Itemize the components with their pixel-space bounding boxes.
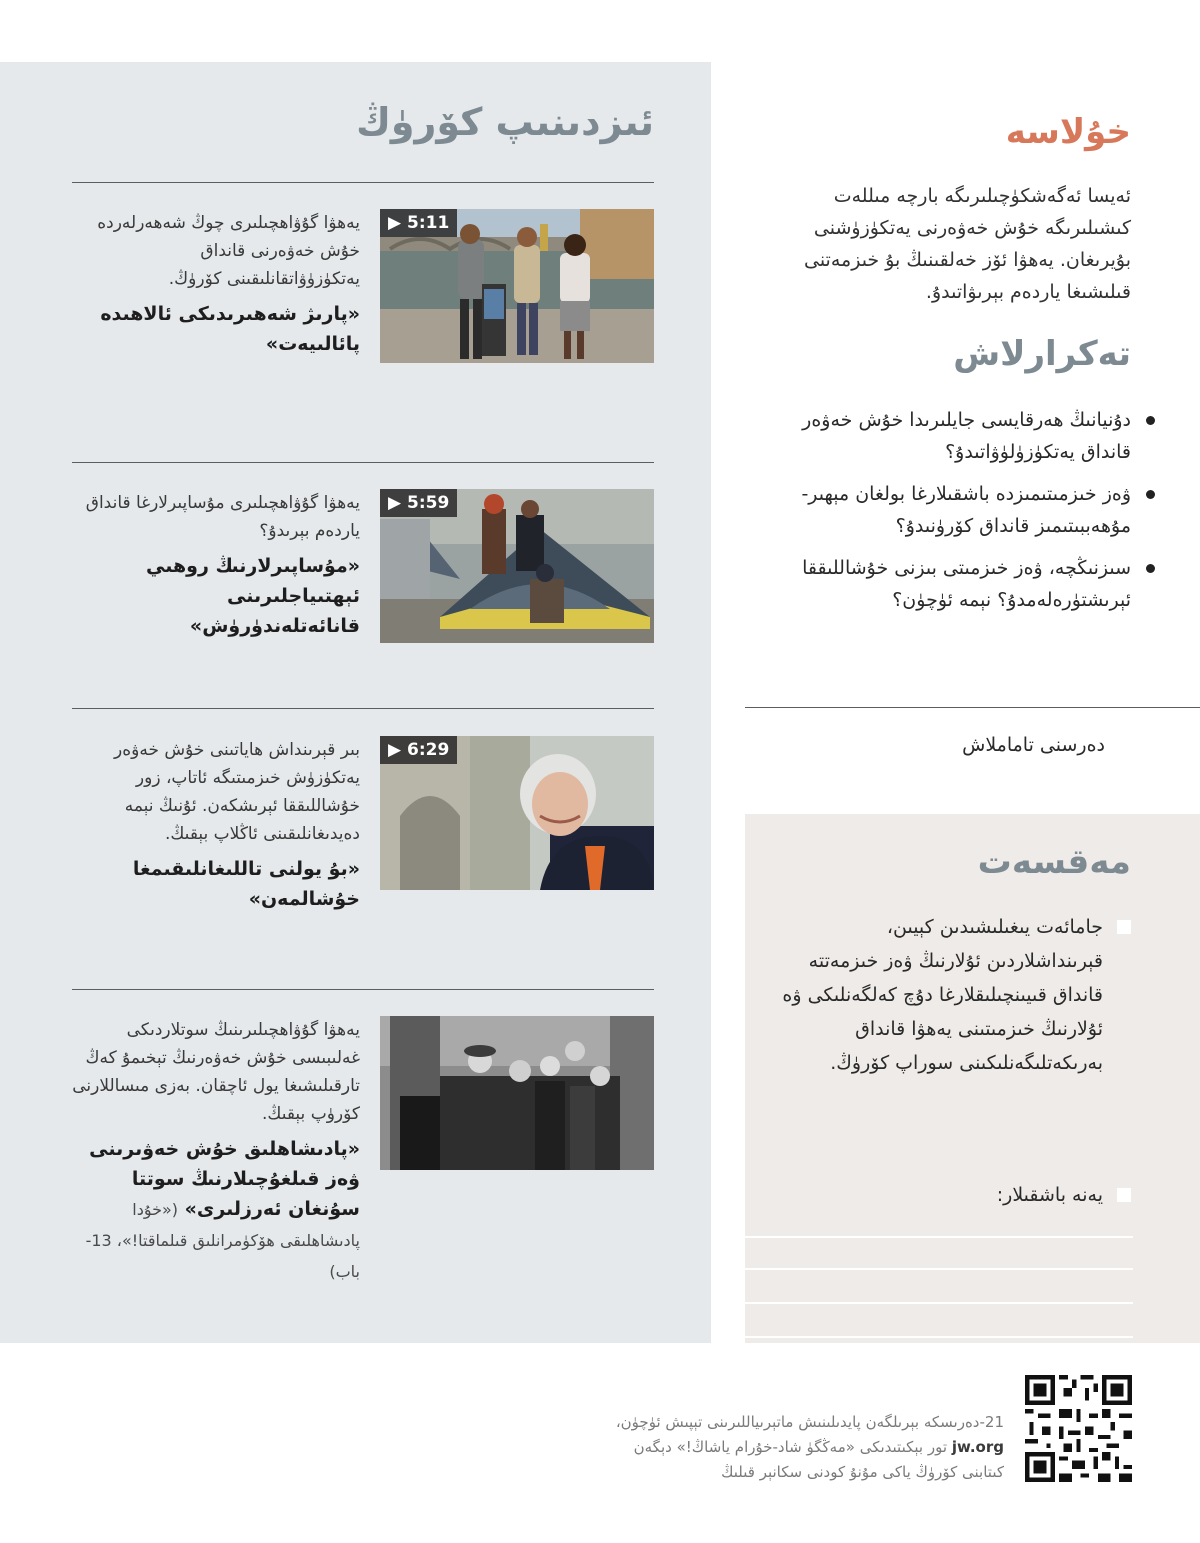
play-icon: ▶ [388,493,402,513]
video-duration: ▶ 6:29 [380,736,457,764]
footer-line: 21-دەرىسكە بېرىلگەن پايدىلىنىش ماتېرىياللىرىنى تېپىش ئۈچۈن، [615,1413,1004,1431]
video-row-3 [72,736,654,921]
checkbox[interactable] [1117,920,1131,934]
goals-title: مەقسەت [977,842,1131,882]
video-description: بىر قېرىنداش ھاياتىنى خۇش خەۋەر يەتكۈزۈش خىزمىتىگە ئاتاپ، زور خۇشاللىققا ئېرىشكەن. ئۇنىڭ نېمە دەيدىغانلىقىنى ئاڭلاپ بېقىڭ. [114,740,360,844]
footer-line: كىتابنى كۆرۈڭ ياكى مۇنۇ كودنى سكانېر قىلىڭ [721,1463,1004,1481]
video-duration: ▶ 5:11 [380,209,457,237]
goals-box [745,814,1200,1343]
video-row-2 [72,489,654,679]
video-thumbnail[interactable] [380,736,654,890]
qr-code[interactable] [1025,1375,1132,1482]
writing-line[interactable] [745,1336,1133,1338]
video-thumbnail[interactable] [380,489,654,643]
video-description: يەھۋا گۇۋاھچىلىرى چوڭ شەھەرلەردە خۇش خەۋەرنى قانداق يەتكۈزۈۋاتقانلىقىنى كۆرۈڭ. [97,213,360,289]
review-question: دۇنيانىڭ ھەرقايسى جايلىرىدا خۇش خەۋەر قانداق يەتكۈزۈلۈۋاتىدۇ؟ [765,404,1131,468]
thumbnail-image [380,1016,654,1170]
review-question: سىزنىڭچە، ۋەز خىزمىتى بىزنى خۇشاللىققا ئېرىشتۈرەلەمدۇ؟ نېمە ئۈچۈن؟ [765,552,1131,616]
checkbox[interactable] [1117,1188,1131,1202]
play-icon: ▶ [388,213,402,233]
video-duration: ▶ 5:59 [380,489,457,517]
play-icon: ▶ [388,740,402,760]
article-title[interactable]: «پادىشاھلىق خۇش خەۋىرىنى ۋەز قىلغۇچىلارنىڭ سوتتا سۇنغان ئەرزلىرى» («خۇدا پادىشاھلىقى ھۆكۈمرانلىق قىلماقتا!»، 13-باب) [85,1138,360,1281]
review-question: ۋەز خىزمىتىمىزدە باشقىلارغا بولغان مېھىر-مۇھەببىتىمىز قانداق كۆرۈنىدۇ؟ [765,478,1131,542]
goal-item: يەنە باشقىلار: [765,1178,1131,1212]
divider [72,462,654,463]
video-title[interactable]: «پارىژ شەھىرىدىكى ئالاھىدە پائالىيەت» [100,303,360,355]
site-link[interactable]: jw.org [951,1438,1004,1456]
review-title: تەكرارلاش [953,334,1131,374]
divider [745,707,1200,708]
video-row-1 [72,209,654,384]
video-row-4 [72,1016,654,1281]
writing-line[interactable] [745,1236,1133,1238]
goal-item: جامائەت يىغىلىشىدىن كېيىن، قېرىنداشلاردىن ئۇلارنىڭ ۋەز خىزمەتتە قانداق قىيىنچىلىقلارغا دۇچ كەلگەنلىكى ۋە ئۇلارنىڭ خىزمىتىنى يەھۋا قانداق بەرىكەتلىگەنلىكىنى سوراپ كۆرۈڭ. [765,910,1131,1080]
sidebar-column [745,62,1200,1343]
video-thumbnail[interactable] [380,209,654,363]
divider [72,989,654,990]
summary-title: خۇلاسە [1005,112,1131,152]
summary-body: ئەيسا ئەگەشكۈچىلىرىگە بارچە مىللەت كىشىلىرىگە خۇش خەۋەرنى يەتكۈزۈشنى بۇيرىغان. يەھۋا ئۆز خەلقىنىڭ بۇ خىزمەتنى قىلىشىغا ياردەم بېرىۋاتىدۇ. [803,185,1131,303]
divider [72,182,654,183]
footer-line: jw.org تور بېكىتىدىكى «مەڭگۈ شاد-خۇرام ياشاڭ!» دېگەن [633,1438,1004,1456]
discussion-title: ئىزدىنىپ كۆرۈڭ [356,100,654,144]
article-thumbnail[interactable] [380,1016,654,1170]
lesson-complete-label[interactable]: دەرسنى تاماملاش [962,734,1105,756]
book-reference: («خۇدا پادىشاھلىقى ھۆكۈمرانلىق قىلماقتا!»، 13-باب) [85,1200,360,1281]
video-description: يەھۋا گۇۋاھچىلىرى مۇساپىرلارغا قانداق ياردەم بېرىدۇ؟ [85,493,360,541]
article-description: يەھۋا گۇۋاھچىلىرىنىڭ سوتلاردىكى غەلىبىسى خۇش خەۋەرنىڭ تېخىمۇ كەڭ تارقىلىشىغا يول ئاچقان. بەزى مىساللارنى كۆرۈپ بېقىڭ. [72,1020,360,1124]
divider [72,708,654,709]
video-title[interactable]: «بۇ يولنى تاللىغانلىقىمغا خۇشالمەن» [132,858,360,910]
writing-line[interactable] [745,1268,1133,1270]
footer-text [560,1410,1004,1485]
writing-line[interactable] [745,1302,1133,1304]
video-title[interactable]: «مۇساپىرلارنىڭ روھىي ئېھتىياجلىرىنى قانائەتلەندۈرۈش» [146,555,360,637]
review-list [765,404,1159,626]
